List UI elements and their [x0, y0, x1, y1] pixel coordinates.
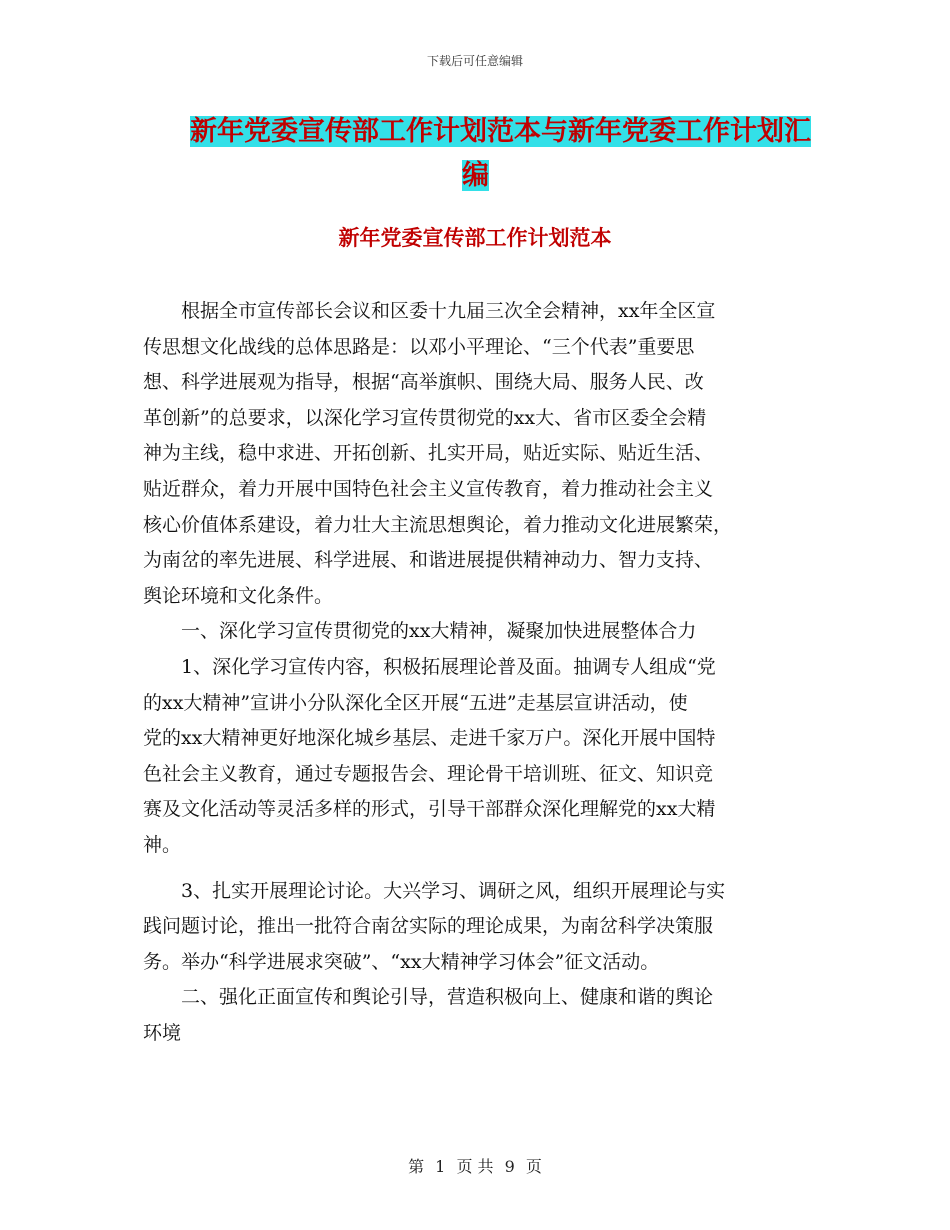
text-line: 神为主线，稳中求进、开拓创新、扎实开局，贴近实际、贴近生活、 — [143, 442, 714, 465]
text-line: 的xx大精神”宣讲小分队深化全区开展“五进”走基层宣讲活动，使 — [143, 691, 688, 714]
text-line: 神。 — [143, 833, 182, 856]
footer-suffix: 页 — [525, 1157, 542, 1176]
header-note: 下载后可任意编辑 — [426, 54, 523, 68]
text-line: 践问题讨论，推出一批符合南岔实际的理论成果，为南岔科学决策服 — [143, 915, 714, 938]
document-title — [190, 110, 810, 198]
title-line-1: 新年党委宣传部工作计划范本与新年党委工作计划汇 — [190, 116, 811, 147]
text-line: 务。举办“科学进展求突破”、“xx大精神学习体会”征文活动。 — [143, 950, 660, 973]
paragraph — [143, 294, 808, 614]
text-line: 色社会主义教育，通过专题报告会、理论骨干培训班、征文、知识竞 — [143, 762, 714, 785]
text-line: 传思想文化战线的总体思路是：以邓小平理论、“三个代表”重要思 — [143, 335, 695, 358]
current-page-number: 1 — [435, 1157, 446, 1176]
footer-prefix: 第 — [408, 1157, 425, 1176]
page-footer — [0, 1154, 950, 1177]
text-line: 舆论环境和文化条件。 — [143, 584, 334, 607]
text-line: 为南岔的率先进展、科学进展、和谐进展提供精神动力、智力支持、 — [143, 549, 714, 572]
text-line: 3、扎实开展理论讨论。大兴学习、调研之风，组织开展理论与实 — [143, 879, 726, 902]
heading-line: 二、强化正面宣传和舆论引导，营造积极向上、健康和谐的舆论 — [143, 986, 714, 1009]
heading-line: 环境 — [143, 1021, 182, 1044]
paragraph-spacer — [143, 864, 808, 874]
footer-mid: 页 共 — [456, 1157, 494, 1176]
text-line: 党的xx大精神更好地深化城乡基层、走进千家万户。深化开展中国特 — [143, 727, 716, 750]
text-line: 贴近群众，着力开展中国特色社会主义宣传教育，着力推动社会主义 — [143, 477, 714, 500]
text-line: 1、深化学习宣传内容，积极拓展理论普及面。抽调专人组成“党 — [143, 655, 716, 678]
text-line: 想、科学进展观为指导，根据“高举旗帜、围绕大局、服务人民、改 — [143, 371, 704, 394]
document-body — [143, 294, 808, 1051]
section-title: 新年党委宣传部工作计划范本 — [338, 226, 612, 250]
text-line: 赛及文化活动等灵活多样的形式，引导干部群众深化理解党的xx大精 — [143, 798, 716, 821]
paragraph — [143, 980, 808, 1051]
title-line-2: 编 — [462, 160, 489, 191]
paragraph — [143, 874, 808, 981]
paragraph — [143, 614, 808, 650]
text-line: 根据全市宣传部长会议和区委十九届三次全会精神，xx年全区宣 — [143, 300, 716, 322]
text-line: 革创新”的总要求，以深化学习宣传贯彻党的xx大、省市区委全会精 — [143, 406, 707, 429]
heading-line: 一、深化学习宣传贯彻党的xx大精神，凝聚加快进展整体合力 — [143, 620, 697, 643]
total-pages-number: 9 — [504, 1157, 515, 1176]
paragraph — [143, 650, 808, 864]
text-line: 核心价值体系建设，着力壮大主流思想舆论，着力推动文化进展繁荣， — [143, 513, 733, 536]
